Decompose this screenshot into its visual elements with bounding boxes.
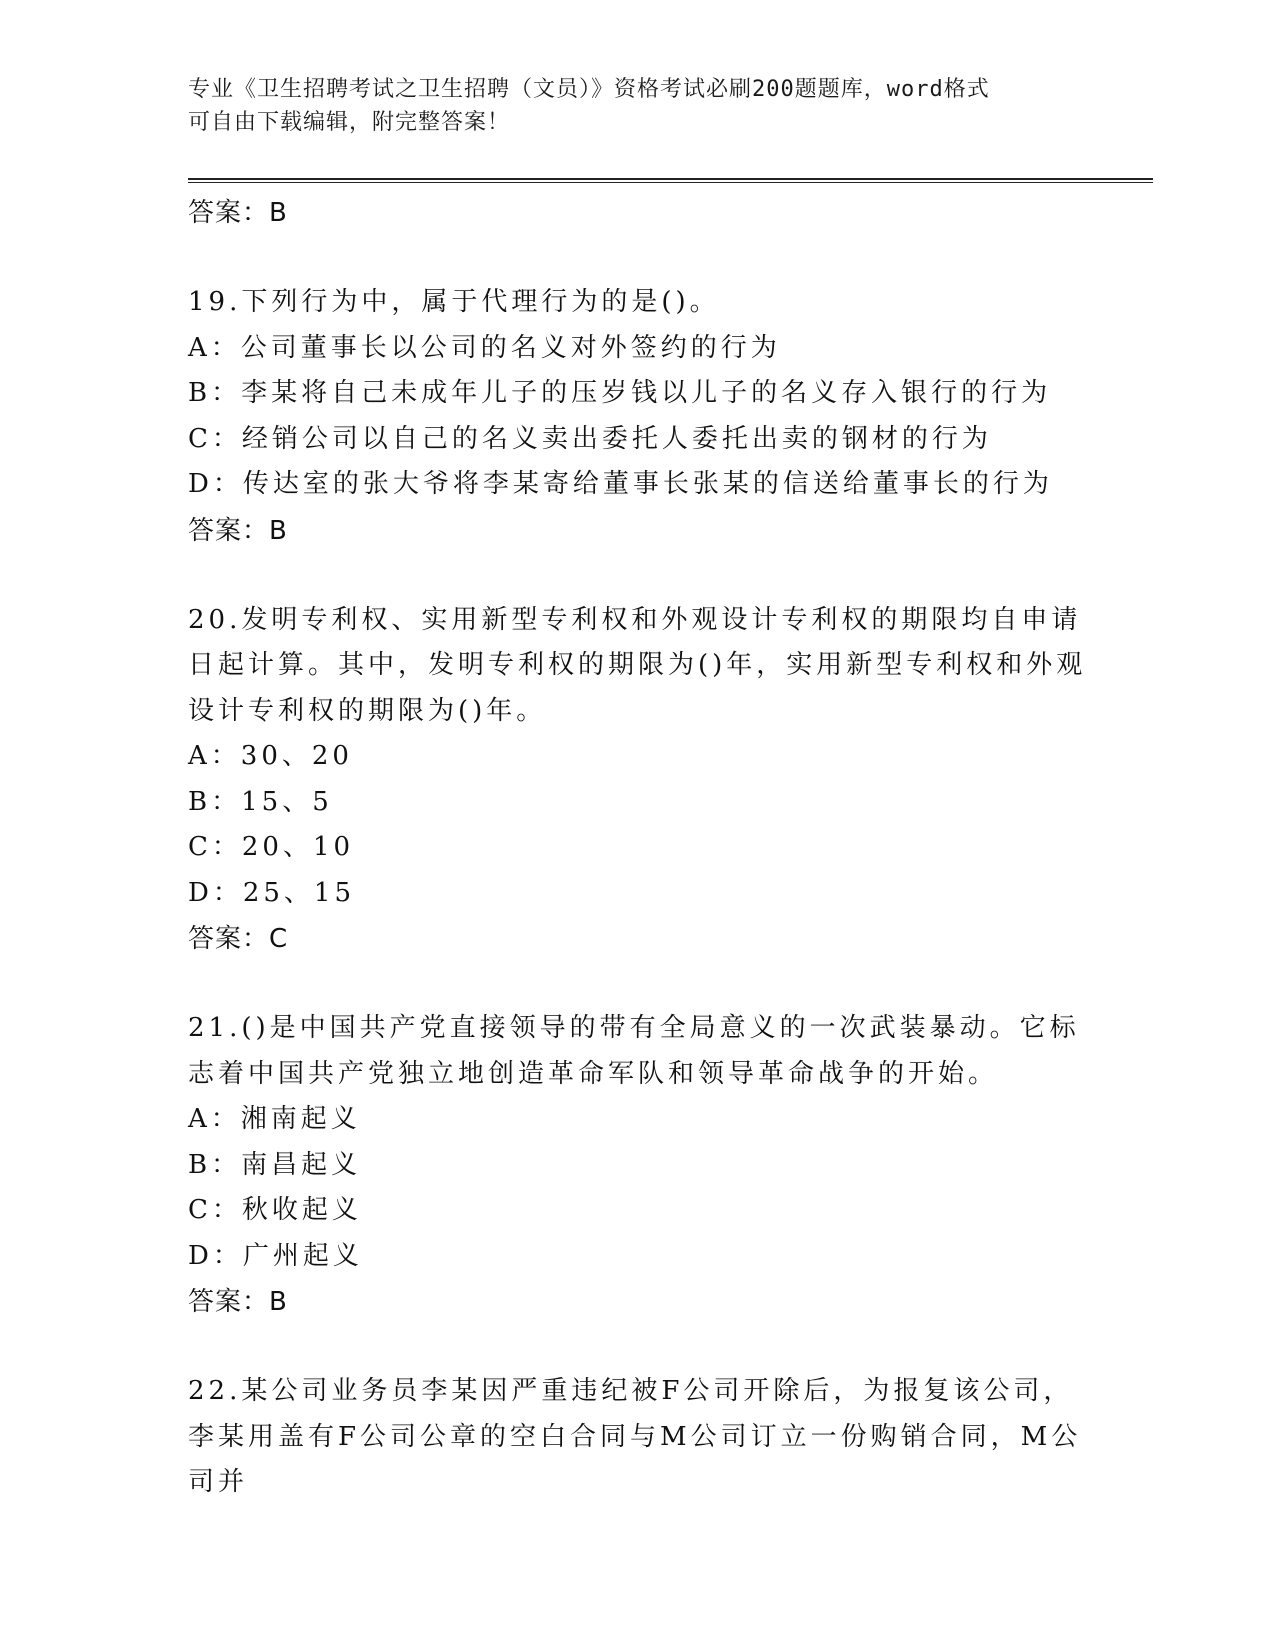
answer-line: 答案：B [188, 515, 288, 546]
header-divider [188, 178, 1153, 183]
option-c: C：经销公司以自己的名义卖出委托人委托出卖的钢材的行为 [188, 423, 992, 454]
question-21 [188, 1006, 1088, 1325]
option-c: C：秋收起义 [188, 1195, 362, 1225]
option-a: A：公司董事长以公司的名义对外签约的行为 [188, 332, 781, 363]
option-d: D：广州起义 [188, 1240, 363, 1271]
question-stem: 21.()是中国共产党直接领导的带有全局意义的一次武装暴动。它标志着中国共产党独立地创造革命军队和领导革命战争的开始。 [188, 1013, 1080, 1089]
question-stem: 20.发明专利权、实用新型专利权和外观设计专利权的期限均自申请日起计算。其中，发明专利权的期限为()年，实用新型专利权和外观设计专利权的期限为()年。 [188, 604, 1087, 726]
answer-line: 答案：B [188, 1287, 288, 1317]
answer-line: 答案：C [188, 924, 289, 954]
question-stem: 19.下列行为中，属于代理行为的是()。 [188, 287, 720, 317]
question-list [188, 190, 1088, 1506]
option-a: A：30、20 [188, 741, 353, 771]
option-b: B：李某将自己未成年儿子的压岁钱以儿子的名义存入银行的行为 [188, 378, 1052, 408]
answer-line: 答案：B [188, 198, 288, 228]
question-19 [188, 280, 1088, 554]
question-22 [188, 1369, 1088, 1506]
question-stem: 22.某公司业务员李某因严重违纪被F公司开除后，为报复该公司，李某用盖有F公司公章的空白合同与M公司订立一份购销合同，M公司并 [188, 1376, 1082, 1497]
option-b: B：15、5 [188, 786, 333, 817]
option-c: C：20、10 [188, 832, 355, 862]
header-title-line-2: 可自由下载编辑，附完整答案！ [188, 110, 511, 135]
header-title-line-1: 专业《卫生招聘考试之卫生招聘（文员）》资格考试必刷200题题库，word格式 [188, 77, 990, 102]
option-b: B：南昌起义 [188, 1149, 362, 1180]
option-d: D：传达室的张大爷将李某寄给董事长张某的信送给董事长的行为 [188, 469, 1053, 499]
option-d: D：25、15 [188, 877, 356, 908]
page-header [188, 73, 1068, 139]
option-a: A：湘南起义 [188, 1104, 361, 1134]
question-20 [188, 598, 1088, 963]
